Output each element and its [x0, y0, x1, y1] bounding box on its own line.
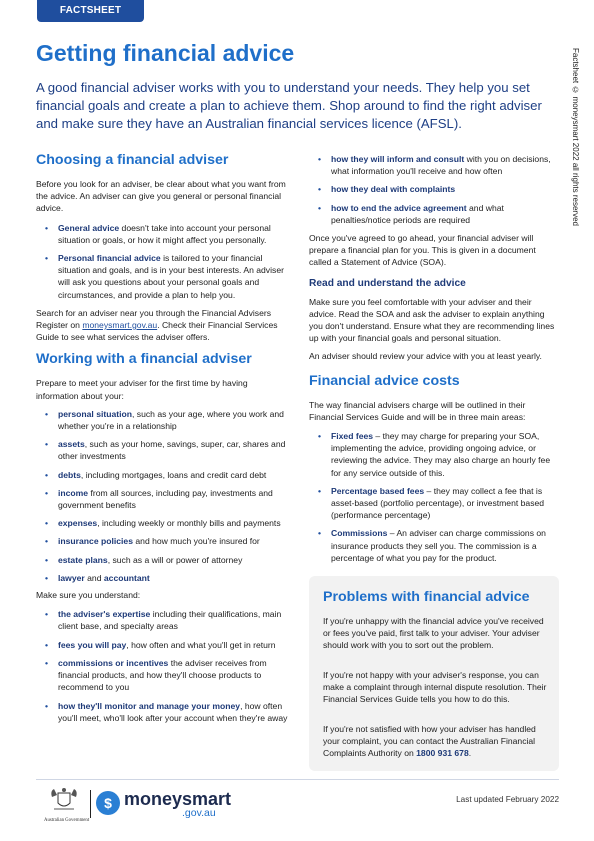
- intro-text: A good financial adviser works with you to understand your needs. They help you set financial goals and create a plan to achieve them. Shop around to find the right adviser and make sure they have an Australian financial services licence (AFSL).: [36, 80, 542, 131]
- understand-list: [36, 608, 289, 724]
- agreement-list: [309, 153, 559, 226]
- read-paragraph: Make sure you feel comfortable with your adviser and their advice. Read the SOA and ask the adviser to explain anything you don't understand. Ensure what they are recommending lines up with your financial goals and personal situation.: [309, 296, 555, 344]
- agreed-paragraph: Once you've agreed to go ahead, your financial adviser will prepare a financial plan for you. This is given in a document called a Statement of Advice (SOA).: [309, 233, 536, 268]
- list-item: • how they deal with complaints: [331, 183, 559, 195]
- logo-divider: [90, 790, 91, 818]
- list-item: • how they will inform and consult with you on decisions, what information you'll receive and how often: [331, 153, 559, 177]
- heading-costs: Financial advice costs: [309, 372, 460, 389]
- problems-paragraph-2: If you're not happy with your adviser's response, you can make a complaint through internal dispute resolution. Their Financial Services Guide tells you how to do this.: [323, 670, 547, 705]
- problems-paragraph-1: If you're unhappy with the financial advice you've received or fees you've paid, first talk to your adviser. Your adviser should work with you to sort out the problem.: [323, 616, 544, 651]
- list-item: • Percentage based fees – they may collect a fee that is asset-based (portfolio percentage), or investment based (performance percentage): [331, 485, 559, 522]
- problems-box: [309, 576, 559, 771]
- list-item: • assets, such as your home, savings, super, car, shares and other investments: [58, 438, 289, 462]
- heading-read: Read and understand the advice: [309, 277, 466, 289]
- heading-working: Working with a financial adviser: [36, 351, 252, 368]
- right-column: [309, 153, 559, 564]
- list-item: • income from all sources, including pay, investments and government benefits: [58, 487, 289, 511]
- list-item: • Commissions – An adviser can charge commissions on insurance products they sell you. The commission is a percentage of what you pay for the product.: [331, 527, 559, 564]
- working-paragraph: Prepare to meet your adviser for the first time by having information about your:: [36, 378, 248, 401]
- list-item: • debts, including mortgages, loans and credit card debt: [58, 469, 289, 481]
- left-column: [36, 152, 289, 724]
- information-list: [36, 408, 289, 584]
- list-item: • insurance policies and how much you're insured for: [58, 535, 289, 547]
- list-item: • Personal financial advice is tailored to your financial situation and goals, and is in your best interests. An adviser will ask you questions about your personal goals and circumstances, and provide a plan to help you.: [58, 252, 289, 301]
- costs-list: [309, 430, 559, 564]
- copyright-side-text: Factsheet © moneysmart 2022 all rights reserved: [571, 48, 580, 226]
- costs-paragraph: The way financial advisers charge will be outlined in their Financial Services Guide and will be in three main areas:: [309, 399, 526, 422]
- footer-divider: [36, 779, 559, 780]
- last-updated: Last updated February 2022: [456, 795, 559, 804]
- list-item: • the adviser's expertise including their qualifications, main client base, and specialty areas: [58, 608, 289, 632]
- list-item: • estate plans, such as a will or power of attorney: [58, 554, 289, 566]
- page-title: Getting financial advice: [36, 40, 295, 66]
- list-item: • fees you will pay, how often and what you'll get in return: [58, 639, 289, 651]
- coat-of-arms-icon: [44, 787, 84, 813]
- moneysmart-icon: $: [96, 791, 120, 815]
- list-item: • Fixed fees – they may charge for preparing your SOA, implementing the advice, providing ongoing advice, or reviewing the advice. They may also charge an hourly fee for any service outside of this.: [331, 430, 559, 479]
- choosing-paragraph: Before you look for an adviser, be clear about what you want from the advice. An adviser can give you general or personal financial advice.: [36, 179, 286, 214]
- moneysmart-logo-domain: .gov.au: [182, 807, 216, 819]
- understand-paragraph: Make sure you understand:: [36, 590, 141, 601]
- list-item: • commissions or incentives the adviser receives from financial products, and how they'll choose products to recommend to you: [58, 657, 289, 694]
- search-paragraph: Search for an adviser near you through the Financial Advisers Register on moneysmart.gov.au. Check their Financial Services Guide to see what services the adviser offers.: [36, 307, 278, 343]
- heading-choosing: Choosing a financial adviser: [36, 152, 229, 168]
- problems-paragraph-3: If you're not satisfied with how your adviser has handled your complaint, you can contact the Australian Financial Complaints Authority on 1800 931 678.: [323, 724, 536, 759]
- list-item: • personal situation, such as your age, where you work and whether you're in a relationship: [58, 408, 289, 432]
- moneysmart-logo-text: moneysmart: [124, 789, 232, 809]
- list-item: • expenses, including weekly or monthly bills and payments: [58, 517, 289, 529]
- afca-phone: 1800 931 678: [416, 748, 469, 759]
- list-item: • how to end the advice agreement and what penalties/notice periods are required: [331, 202, 559, 226]
- government-label: Australian Government: [44, 818, 90, 823]
- heading-problems: Problems with financial advice: [323, 589, 530, 605]
- list-item: • how they'll monitor and manage your money, how often you'll meet, who'll look after your account when they're away: [58, 700, 289, 724]
- government-crest-logo: [44, 787, 90, 823]
- advice-type-list: [36, 222, 289, 301]
- review-paragraph: An adviser should review your advice with you at least yearly.: [309, 351, 542, 362]
- list-item: • General advice doesn't take into account your personal situation or goals, or how it might affect you personally.: [58, 222, 289, 246]
- list-item: • lawyer and accountant: [58, 572, 289, 584]
- moneysmart-link[interactable]: moneysmart.gov.au: [82, 320, 158, 331]
- factsheet-tag: FACTSHEET: [37, 0, 144, 22]
